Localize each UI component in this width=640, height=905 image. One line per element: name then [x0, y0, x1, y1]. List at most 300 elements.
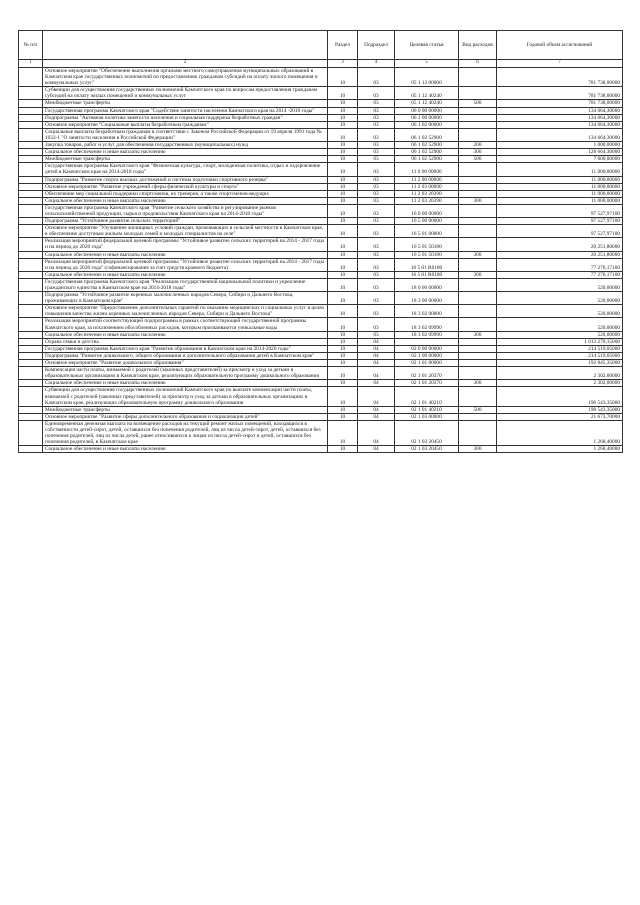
table-row [19, 149, 623, 156]
row-name: Компенсация части платы, взимаемой с родителей (законных представителей) за присмотр и уход за детьми в образовательных организациях в Камчатском крае, реализующих образовательную программу дошкольного образования [43, 367, 328, 380]
row-amount: 2 302,00000 [497, 380, 623, 387]
row-name: Государственная программа Камчатского края "Физическая культура, спорт, молодежная политика, отдых и оздоровление детей в Камчатском крае на 2014-2018 годы" [43, 163, 328, 176]
row-article: 02 1 01 00000 [395, 360, 459, 367]
row-name: Государственная программа Камчатского края "Развитие образования в Камчатском крае на 2014-2020 годы" [43, 345, 328, 352]
header-subsection: Подраздел [358, 31, 395, 60]
row-name: Основное мероприятие "Развитие дошкольного образования" [43, 360, 328, 367]
row-section: 10 [328, 305, 358, 318]
table-row [19, 352, 623, 359]
row-section: 10 [328, 258, 358, 271]
row-name: Государственная программа Камчатского края "Реализация государственной национальной политики и укрепление гражданского единства в Камчатском крае на 2014-2018 годы" [43, 278, 328, 291]
row-subsection: 03 [358, 114, 395, 121]
row-exp-type: 300 [459, 380, 497, 387]
row-article: 11 2 03 20390 [395, 197, 459, 204]
table-row [19, 251, 623, 258]
table-row [19, 305, 623, 318]
row-number [19, 156, 43, 163]
row-article: 11 2 03 00000 [395, 183, 459, 190]
row-section: 10 [328, 360, 358, 367]
budget-table [18, 30, 623, 453]
row-subsection: 03 [358, 107, 395, 114]
row-number [19, 406, 43, 413]
row-article: 16 5 01 50180 [395, 251, 459, 258]
row-subsection: 03 [358, 149, 395, 156]
row-section: 10 [328, 318, 358, 331]
row-article: 02 1 01 20370 [395, 367, 459, 380]
row-number [19, 345, 43, 352]
table-row [19, 345, 623, 352]
row-article: 11 2 03 20390 [395, 190, 459, 197]
row-name: Социальное обеспечение и иные выплаты населению [43, 380, 328, 387]
row-amount: 2 302,00000 [497, 367, 623, 380]
row-amount: 134 664,30000 [497, 107, 623, 114]
header-amount: Годовой объем ассигнований [497, 31, 623, 60]
row-exp-type [459, 114, 497, 121]
row-subsection: 03 [358, 142, 395, 149]
table-row [19, 292, 623, 305]
row-name: Государственная программа Камчатского края "Содействие занятости населения Камчатского края на 2014 -2018 годы" [43, 107, 328, 114]
row-number [19, 271, 43, 278]
table-row [19, 380, 623, 387]
row-name: Охрана семьи и детства [43, 338, 328, 345]
row-name: Субвенции для осуществления государственных полномочий Камчатского края по вопросам предоставления гражданам субсидий на оплату жилых помещений и коммунальных услуг [43, 87, 328, 100]
row-article: 18 3 02 09990 [395, 318, 459, 331]
row-exp-type: 300 [459, 251, 497, 258]
row-amount: 190 543,35000 [497, 387, 623, 406]
row-number [19, 87, 43, 100]
table-row [19, 446, 623, 453]
row-amount: 1 013 270,15000 [497, 338, 623, 345]
row-section: 10 [328, 278, 358, 291]
row-exp-type [459, 278, 497, 291]
table-row [19, 176, 623, 183]
row-name: Основное мероприятие "Развитие сферы дополнительного образования и социализации детей" [43, 413, 328, 420]
budget-sheet [18, 30, 622, 453]
row-number [19, 121, 43, 128]
row-article: 02 1 03 20450 [395, 420, 459, 445]
row-amount: 20 251,80000 [497, 238, 623, 251]
row-article: 11 0 00 00000 [395, 163, 459, 176]
row-number [19, 183, 43, 190]
row-subsection: 03 [358, 68, 395, 87]
row-section: 10 [328, 238, 358, 251]
row-subsection: 03 [358, 318, 395, 331]
table-row [19, 156, 623, 163]
row-exp-type [459, 128, 497, 141]
row-article: 18 3 02 00000 [395, 305, 459, 318]
row-section: 10 [328, 420, 358, 445]
row-amount: 11 000,00000 [497, 176, 623, 183]
row-section: 10 [328, 380, 358, 387]
row-number [19, 238, 43, 251]
table-row [19, 142, 623, 149]
row-section: 10 [328, 345, 358, 352]
row-exp-type: 300 [459, 331, 497, 338]
row-number [19, 142, 43, 149]
row-article: 16 5 00 00000 [395, 218, 459, 225]
row-article: 11 2 00 00000 [395, 176, 459, 183]
row-number [19, 176, 43, 183]
row-number [19, 352, 43, 359]
row-section: 10 [328, 446, 358, 453]
row-amount: 97 527,97100 [497, 225, 623, 238]
row-section: 10 [328, 204, 358, 217]
row-name: Закупка товаров, работ и услуг для обеспечения государственных (муниципальных) нужд [43, 142, 328, 149]
row-amount: 781 738,00000 [497, 68, 623, 87]
row-section: 10 [328, 176, 358, 183]
table-row [19, 360, 623, 367]
row-section: 10 [328, 128, 358, 141]
row-subsection: 04 [358, 413, 395, 420]
row-section: 10 [328, 163, 358, 176]
table-row [19, 387, 623, 406]
table-row [19, 238, 623, 251]
row-subsection: 03 [358, 292, 395, 305]
table-row [19, 107, 623, 114]
row-section: 10 [328, 331, 358, 338]
row-number [19, 149, 43, 156]
row-amount: 134 664,30000 [497, 114, 623, 121]
row-name: Реализация мероприятий федеральной целевой программы "Устойчивое развитие сельских территорий на 2014 - 2017 годы и на период до 2020 года" (софинансирование за счет средств краевого бюджета) [43, 258, 328, 271]
row-article: 05 1 12 00000 [395, 68, 459, 87]
row-name: Межбюджетные трансферты [43, 406, 328, 413]
row-number [19, 163, 43, 176]
row-subsection: 03 [358, 183, 395, 190]
row-name: Социальное обеспечение и иные выплаты населению [43, 331, 328, 338]
row-amount: 1 268,40000 [497, 446, 623, 453]
row-amount: 77 276,17100 [497, 271, 623, 278]
row-exp-type [459, 413, 497, 420]
row-subsection: 03 [358, 238, 395, 251]
row-amount: 1 268,40000 [497, 420, 623, 445]
table-row [19, 218, 623, 225]
row-article: 18 3 00 00000 [395, 292, 459, 305]
row-article: 06 0 00 00000 [395, 107, 459, 114]
row-amount: 11 000,00000 [497, 183, 623, 190]
row-section: 10 [328, 87, 358, 100]
row-amount: 11 000,00000 [497, 197, 623, 204]
row-article: 16 5 01 R0180 [395, 271, 459, 278]
row-amount: 192 845,35000 [497, 360, 623, 367]
row-exp-type [459, 360, 497, 367]
row-exp-type [459, 338, 497, 345]
row-exp-type [459, 367, 497, 380]
row-article: 02 1 01 40210 [395, 387, 459, 406]
row-name: Подпрограмма "Устойчивое развитие коренных малочисленных народов Севера, Сибири и Дальнего Востока, проживающих в Камчатском крае" [43, 292, 328, 305]
col-number: 1 [19, 60, 43, 68]
row-subsection: 03 [358, 87, 395, 100]
row-exp-type [459, 218, 497, 225]
row-amount: 7 000,00000 [497, 156, 623, 163]
col-number: 2 [43, 60, 328, 68]
col-number: 4 [358, 60, 395, 68]
row-name: Основное мероприятие "Развитие учреждений сферы физической культуры и спорта" [43, 183, 328, 190]
row-exp-type [459, 163, 497, 176]
row-exp-type: 500 [459, 100, 497, 107]
row-number [19, 258, 43, 271]
row-name: Социальное обеспечение и иные выплаты населению [43, 149, 328, 156]
table-header-row [19, 31, 623, 60]
table-row [19, 413, 623, 420]
row-name: Социальное обеспечение и иные выплаты населению [43, 446, 328, 453]
row-article: 06 1 02 00000 [395, 121, 459, 128]
row-section: 10 [328, 183, 358, 190]
row-exp-type [459, 68, 497, 87]
row-exp-type [459, 225, 497, 238]
col-number: 3 [328, 60, 358, 68]
row-subsection: 04 [358, 420, 395, 445]
col-number: 5 [395, 60, 459, 68]
row-section: 10 [328, 406, 358, 413]
row-number [19, 251, 43, 258]
row-name: Субвенции для осуществления государственных полномочий Камчатского края по выплате компенсации части платы, взимаемой с родителей (законных представителей) за присмотр и уход за детьми в образовательных организациях в Камчатском крае, реализующих образовательную программу дошкольного образования [43, 387, 328, 406]
row-number [19, 318, 43, 331]
row-section: 10 [328, 107, 358, 114]
row-amount: 134 664,30000 [497, 128, 623, 141]
row-exp-type [459, 345, 497, 352]
row-name: Государственная программа Камчатского края "Развитие сельского хозяйства и регулирование рынков сельскохозяйственной продукции, сырья и продовольствия Камчатского края на 2014-2018 годы" [43, 204, 328, 217]
row-article: 06 1 00 00000 [395, 114, 459, 121]
row-article: 05 1 12 40240 [395, 100, 459, 107]
row-amount: 520,00000 [497, 305, 623, 318]
row-number [19, 305, 43, 318]
row-article: 02 1 01 20370 [395, 380, 459, 387]
row-name: Подпрограмма "Устойчивое развитие сельских территорий" [43, 218, 328, 225]
row-section: 10 [328, 338, 358, 345]
row-exp-type: 200 [459, 142, 497, 149]
row-number [19, 128, 43, 141]
row-subsection: 03 [358, 163, 395, 176]
table-body [19, 68, 623, 453]
row-name: Обеспечение мер социальной поддержки спортсменов, их тренеров, а также спортсменов-ведущих [43, 190, 328, 197]
row-subsection: 04 [358, 360, 395, 367]
table-row [19, 338, 623, 345]
row-exp-type [459, 292, 497, 305]
row-exp-type: 300 [459, 149, 497, 156]
table-row [19, 258, 623, 271]
table-row [19, 420, 623, 445]
row-name: Основное мероприятие "Улучшение жилищных условий граждан, проживающих в сельской местности в Камчатском крае, в обеспечение доступным жильем молодых семей и молодых специалистов на селе" [43, 225, 328, 238]
table-row [19, 367, 623, 380]
row-section: 10 [328, 190, 358, 197]
table-row [19, 331, 623, 338]
row-article: 05 1 12 40240 [395, 87, 459, 100]
row-subsection: 03 [358, 176, 395, 183]
row-article: 02 0 00 00000 [395, 345, 459, 352]
row-exp-type [459, 87, 497, 100]
table-row [19, 278, 623, 291]
row-name: Социальное обеспечение и иные выплаты населению [43, 251, 328, 258]
header-section: Раздел [328, 31, 358, 60]
row-article: 06 1 02 52900 [395, 142, 459, 149]
row-amount: 97 527,97100 [497, 218, 623, 225]
table-row [19, 68, 623, 87]
table-row [19, 190, 623, 197]
row-exp-type [459, 190, 497, 197]
row-subsection: 03 [358, 258, 395, 271]
row-subsection: 03 [358, 204, 395, 217]
row-exp-type [459, 121, 497, 128]
row-number [19, 204, 43, 217]
row-amount: 520,00000 [497, 318, 623, 331]
row-exp-type: 300 [459, 271, 497, 278]
row-amount: 781 738,00000 [497, 100, 623, 107]
row-amount: 11 000,00000 [497, 163, 623, 176]
row-number [19, 380, 43, 387]
row-subsection: 04 [358, 446, 395, 453]
row-number [19, 413, 43, 420]
row-name: Основное мероприятие "Обеспечение выполнения органами местного самоуправления муниципальных образований в Камчатском крае государственных полномочий по предоставлению гражданам субсидий на оплату жилого помещения и коммунальных услуг" [43, 68, 328, 87]
row-exp-type [459, 176, 497, 183]
row-amount: 520,00000 [497, 331, 623, 338]
row-exp-type [459, 238, 497, 251]
row-amount: 1 000,00000 [497, 142, 623, 149]
row-exp-type [459, 107, 497, 114]
table-row [19, 197, 623, 204]
table-row [19, 114, 623, 121]
row-name: Реализация мероприятий федеральной целевой программы "Устойчивое развитие сельских территорий на 2014 - 2017 годы и на период до 2020 года" [43, 238, 328, 251]
row-exp-type: 300 [459, 197, 497, 204]
row-name: Подпрограмма "Активная политика занятости населения и социальная поддержка безработных граждан" [43, 114, 328, 121]
row-amount: 126 664,30000 [497, 149, 623, 156]
row-section: 10 [328, 114, 358, 121]
row-exp-type [459, 318, 497, 331]
row-name: Социальные выплаты безработным гражданам в соответствии с Законом Российской Федерации от 19 апреля 1991 года № 1032-1 "О занятости населения в Российской Федерации" [43, 128, 328, 141]
row-section: 10 [328, 413, 358, 420]
row-exp-type: 500 [459, 156, 497, 163]
row-number [19, 331, 43, 338]
row-name: Основное мероприятие "Предоставление дополнительных гарантий по оказанию медицинских и социальных услуг в целях повышения качества жизни коренных малочисленных народов Севера, Сибири и Дальнего Востока" [43, 305, 328, 318]
row-exp-type [459, 352, 497, 359]
row-subsection: 03 [358, 278, 395, 291]
row-article: 02 1 03 20450 [395, 446, 459, 453]
row-number [19, 338, 43, 345]
row-amount: 21 673,70000 [497, 413, 623, 420]
row-article: 18 3 02 09990 [395, 331, 459, 338]
row-subsection: 04 [358, 338, 395, 345]
row-article: 02 1 01 40210 [395, 406, 459, 413]
row-subsection: 03 [358, 305, 395, 318]
row-subsection: 03 [358, 225, 395, 238]
row-section: 10 [328, 197, 358, 204]
row-number [19, 420, 43, 445]
row-name: Межбюджетные трансферты [43, 100, 328, 107]
row-article: 06 1 02 52900 [395, 128, 459, 141]
col-number: 7 [497, 60, 623, 68]
row-subsection: 03 [358, 331, 395, 338]
row-section: 10 [328, 218, 358, 225]
row-subsection: 04 [358, 387, 395, 406]
table-row [19, 406, 623, 413]
row-amount: 214 519,05000 [497, 352, 623, 359]
col-number: 6 [459, 60, 497, 68]
row-number [19, 114, 43, 121]
row-article [395, 338, 459, 345]
row-section: 10 [328, 225, 358, 238]
row-subsection: 04 [358, 345, 395, 352]
table-row [19, 163, 623, 176]
row-section: 10 [328, 352, 358, 359]
table-row [19, 87, 623, 100]
row-article: 06 1 02 52900 [395, 149, 459, 156]
row-amount: 520,00000 [497, 292, 623, 305]
row-amount: 134 664,30000 [497, 121, 623, 128]
row-article: 02 1 00 00000 [395, 352, 459, 359]
table-row [19, 183, 623, 190]
row-section: 10 [328, 156, 358, 163]
row-subsection: 03 [358, 251, 395, 258]
row-name: Подпрограмма "Развитие дошкольного, общего образования и дополнительного образования детей в Камчатском крае" [43, 352, 328, 359]
row-subsection: 03 [358, 128, 395, 141]
row-section: 10 [328, 142, 358, 149]
row-number [19, 446, 43, 453]
row-subsection: 03 [358, 121, 395, 128]
row-number [19, 292, 43, 305]
row-article: 16 5 01 00000 [395, 225, 459, 238]
row-name: Социальное обеспечение и иные выплаты населению [43, 197, 328, 204]
row-number [19, 367, 43, 380]
row-article: 16 5 01 50180 [395, 238, 459, 251]
row-name: Подпрограмма "Развитие спорта высших достижений и системы подготовки спортивного резерва" [43, 176, 328, 183]
row-section: 10 [328, 149, 358, 156]
row-article: 06 1 02 52900 [395, 156, 459, 163]
row-number [19, 387, 43, 406]
table-row [19, 128, 623, 141]
row-name: Основное мероприятие "Социальные выплаты безработным гражданам" [43, 121, 328, 128]
table-row [19, 204, 623, 217]
row-subsection: 03 [358, 156, 395, 163]
table-row [19, 225, 623, 238]
row-exp-type [459, 420, 497, 445]
row-exp-type [459, 183, 497, 190]
row-amount: 97 527,97100 [497, 204, 623, 217]
column-number-row [19, 60, 623, 68]
row-subsection: 03 [358, 271, 395, 278]
row-name: Межбюджетные трансферты [43, 156, 328, 163]
row-article: 18 0 00 00000 [395, 278, 459, 291]
row-number [19, 278, 43, 291]
row-exp-type: 300 [459, 446, 497, 453]
header-name [43, 31, 328, 60]
table-row [19, 100, 623, 107]
row-amount: 781 738,00000 [497, 87, 623, 100]
row-exp-type [459, 204, 497, 217]
row-number [19, 225, 43, 238]
row-name: Реализация мероприятий соответствующей подпрограммы в рамках соответствующей государственной программы Камчатского края, за исключением обособленных расходов, которым присваиваются уникальные коды [43, 318, 328, 331]
row-name: Социальное обеспечение и иные выплаты населению [43, 271, 328, 278]
row-subsection: 03 [358, 218, 395, 225]
row-number [19, 107, 43, 114]
header-no: № п/п [19, 31, 43, 60]
table-row [19, 318, 623, 331]
row-name: Единовременная денежная выплата на возмещение расходов на текущий ремонт жилых помещений, находящихся в собственности детей-сирот, детей, оставшихся без попечения родителей, лиц из числа детей-сирот, детей, оставшихся без попечения родителей, лиц из числа детей, ранее относившихся к лицам из числа детей-сирот и детей, оставшихся без попечения родителей, в Камчатском крае [43, 420, 328, 445]
row-number [19, 218, 43, 225]
row-amount: 214 519,05000 [497, 345, 623, 352]
row-number [19, 190, 43, 197]
row-article: 02 1 03 00000 [395, 413, 459, 420]
row-subsection: 03 [358, 190, 395, 197]
row-number [19, 68, 43, 87]
row-section: 10 [328, 292, 358, 305]
row-subsection: 04 [358, 406, 395, 413]
row-article: 16 0 00 00000 [395, 204, 459, 217]
table-row [19, 271, 623, 278]
row-section: 10 [328, 367, 358, 380]
header-article: Целевая статья [395, 31, 459, 60]
row-number [19, 197, 43, 204]
row-exp-type [459, 387, 497, 406]
row-number [19, 100, 43, 107]
